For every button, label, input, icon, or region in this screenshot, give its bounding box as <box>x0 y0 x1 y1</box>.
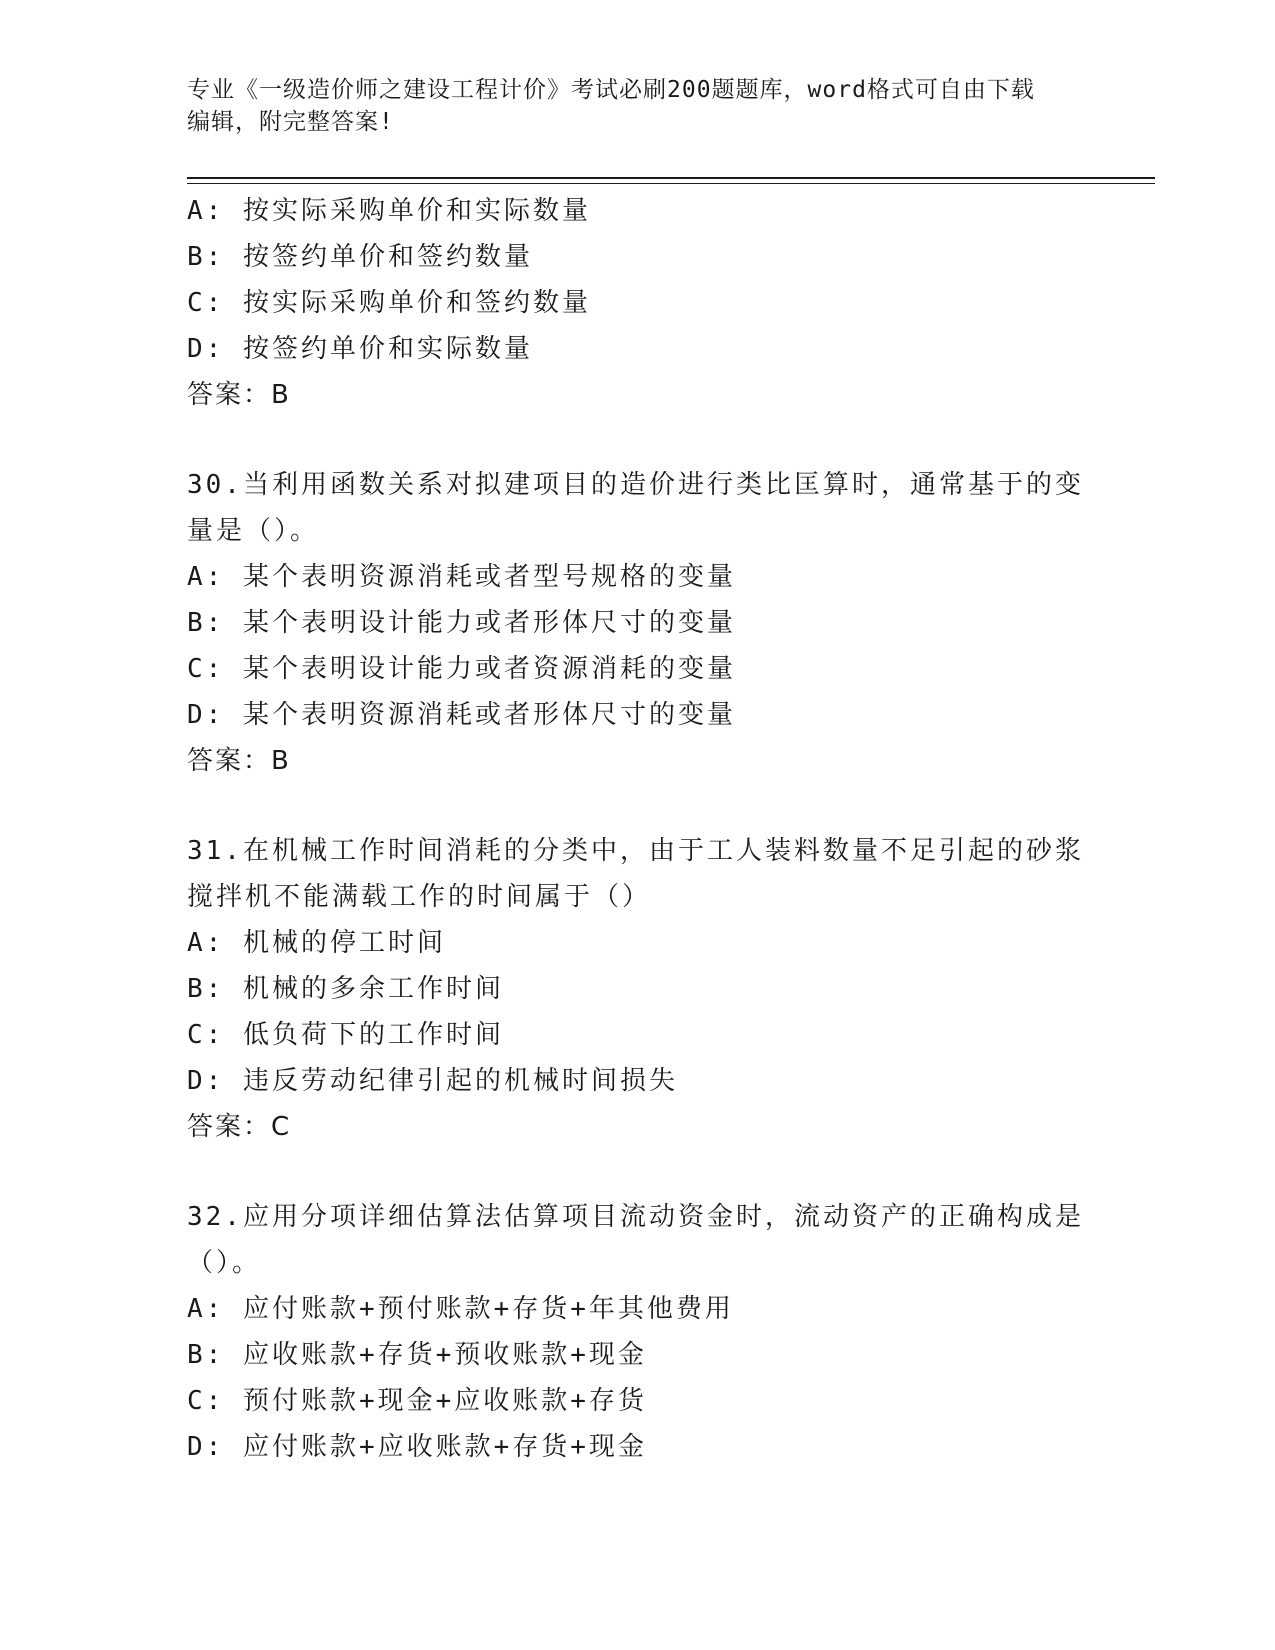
option-c: C: 某个表明设计能力或者资源消耗的变量 <box>187 654 736 684</box>
option-a: A: 应付账款+预付账款+存货+年其他费用 <box>187 1294 734 1324</box>
option-d: D: 应付账款+应收账款+存货+现金 <box>187 1432 647 1462</box>
answer-line: 答案：B <box>187 746 291 776</box>
answer-line: 答案：C <box>187 1112 292 1142</box>
question-31-block <box>187 828 1087 1150</box>
question-text: 31.在机械工作时间消耗的分类中，由于工人装料数量不足引起的砂浆 <box>187 836 1084 866</box>
answer-line: 答案：B <box>187 380 291 410</box>
question-text: 32.应用分项详细估算法估算项目流动资金时，流动资产的正确构成是 <box>187 1202 1084 1232</box>
option-b: B: 某个表明设计能力或者形体尺寸的变量 <box>187 608 736 638</box>
option-c: C: 低负荷下的工作时间 <box>187 1020 504 1050</box>
option-d: D: 违反劳动纪律引起的机械时间损失 <box>187 1066 678 1096</box>
header-line-2: 编辑，附完整答案! <box>187 109 394 135</box>
question-text-continued: 量是（）。 <box>187 516 320 546</box>
option-b: B: 机械的多余工作时间 <box>187 974 504 1004</box>
question-spacer <box>187 784 1087 828</box>
option-a: A: 某个表明资源消耗或者型号规格的变量 <box>187 562 736 592</box>
header-line-1: 专业《一级造价师之建设工程计价》考试必刷200题题库，word格式可自由下载 <box>187 77 1035 103</box>
question-text: 30.当利用函数关系对拟建项目的造价进行类比匡算时，通常基于的变 <box>187 470 1084 500</box>
option-c: C: 预付账款+现金+应收账款+存货 <box>187 1386 647 1416</box>
option-b: B: 应收账款+存货+预收账款+现金 <box>187 1340 647 1370</box>
question-spacer <box>187 418 1087 462</box>
header-divider-thin <box>187 183 1155 184</box>
option-a: A: 按实际采购单价和实际数量 <box>187 196 591 226</box>
question-29-block <box>187 188 1087 418</box>
option-d: D: 按签约单价和实际数量 <box>187 334 533 364</box>
option-d: D: 某个表明资源消耗或者形体尺寸的变量 <box>187 700 736 730</box>
question-content <box>187 188 1087 1470</box>
document-header <box>187 74 1067 138</box>
header-divider-thick <box>187 177 1155 179</box>
question-text-continued: 搅拌机不能满载工作的时间属于（） <box>187 882 652 912</box>
option-c: C: 按实际采购单价和签约数量 <box>187 288 591 318</box>
question-30-block <box>187 462 1087 784</box>
question-text-continued: （）。 <box>187 1248 262 1278</box>
option-a: A: 机械的停工时间 <box>187 928 446 958</box>
option-b: B: 按签约单价和签约数量 <box>187 242 533 272</box>
question-32-block <box>187 1194 1087 1470</box>
question-spacer <box>187 1150 1087 1194</box>
